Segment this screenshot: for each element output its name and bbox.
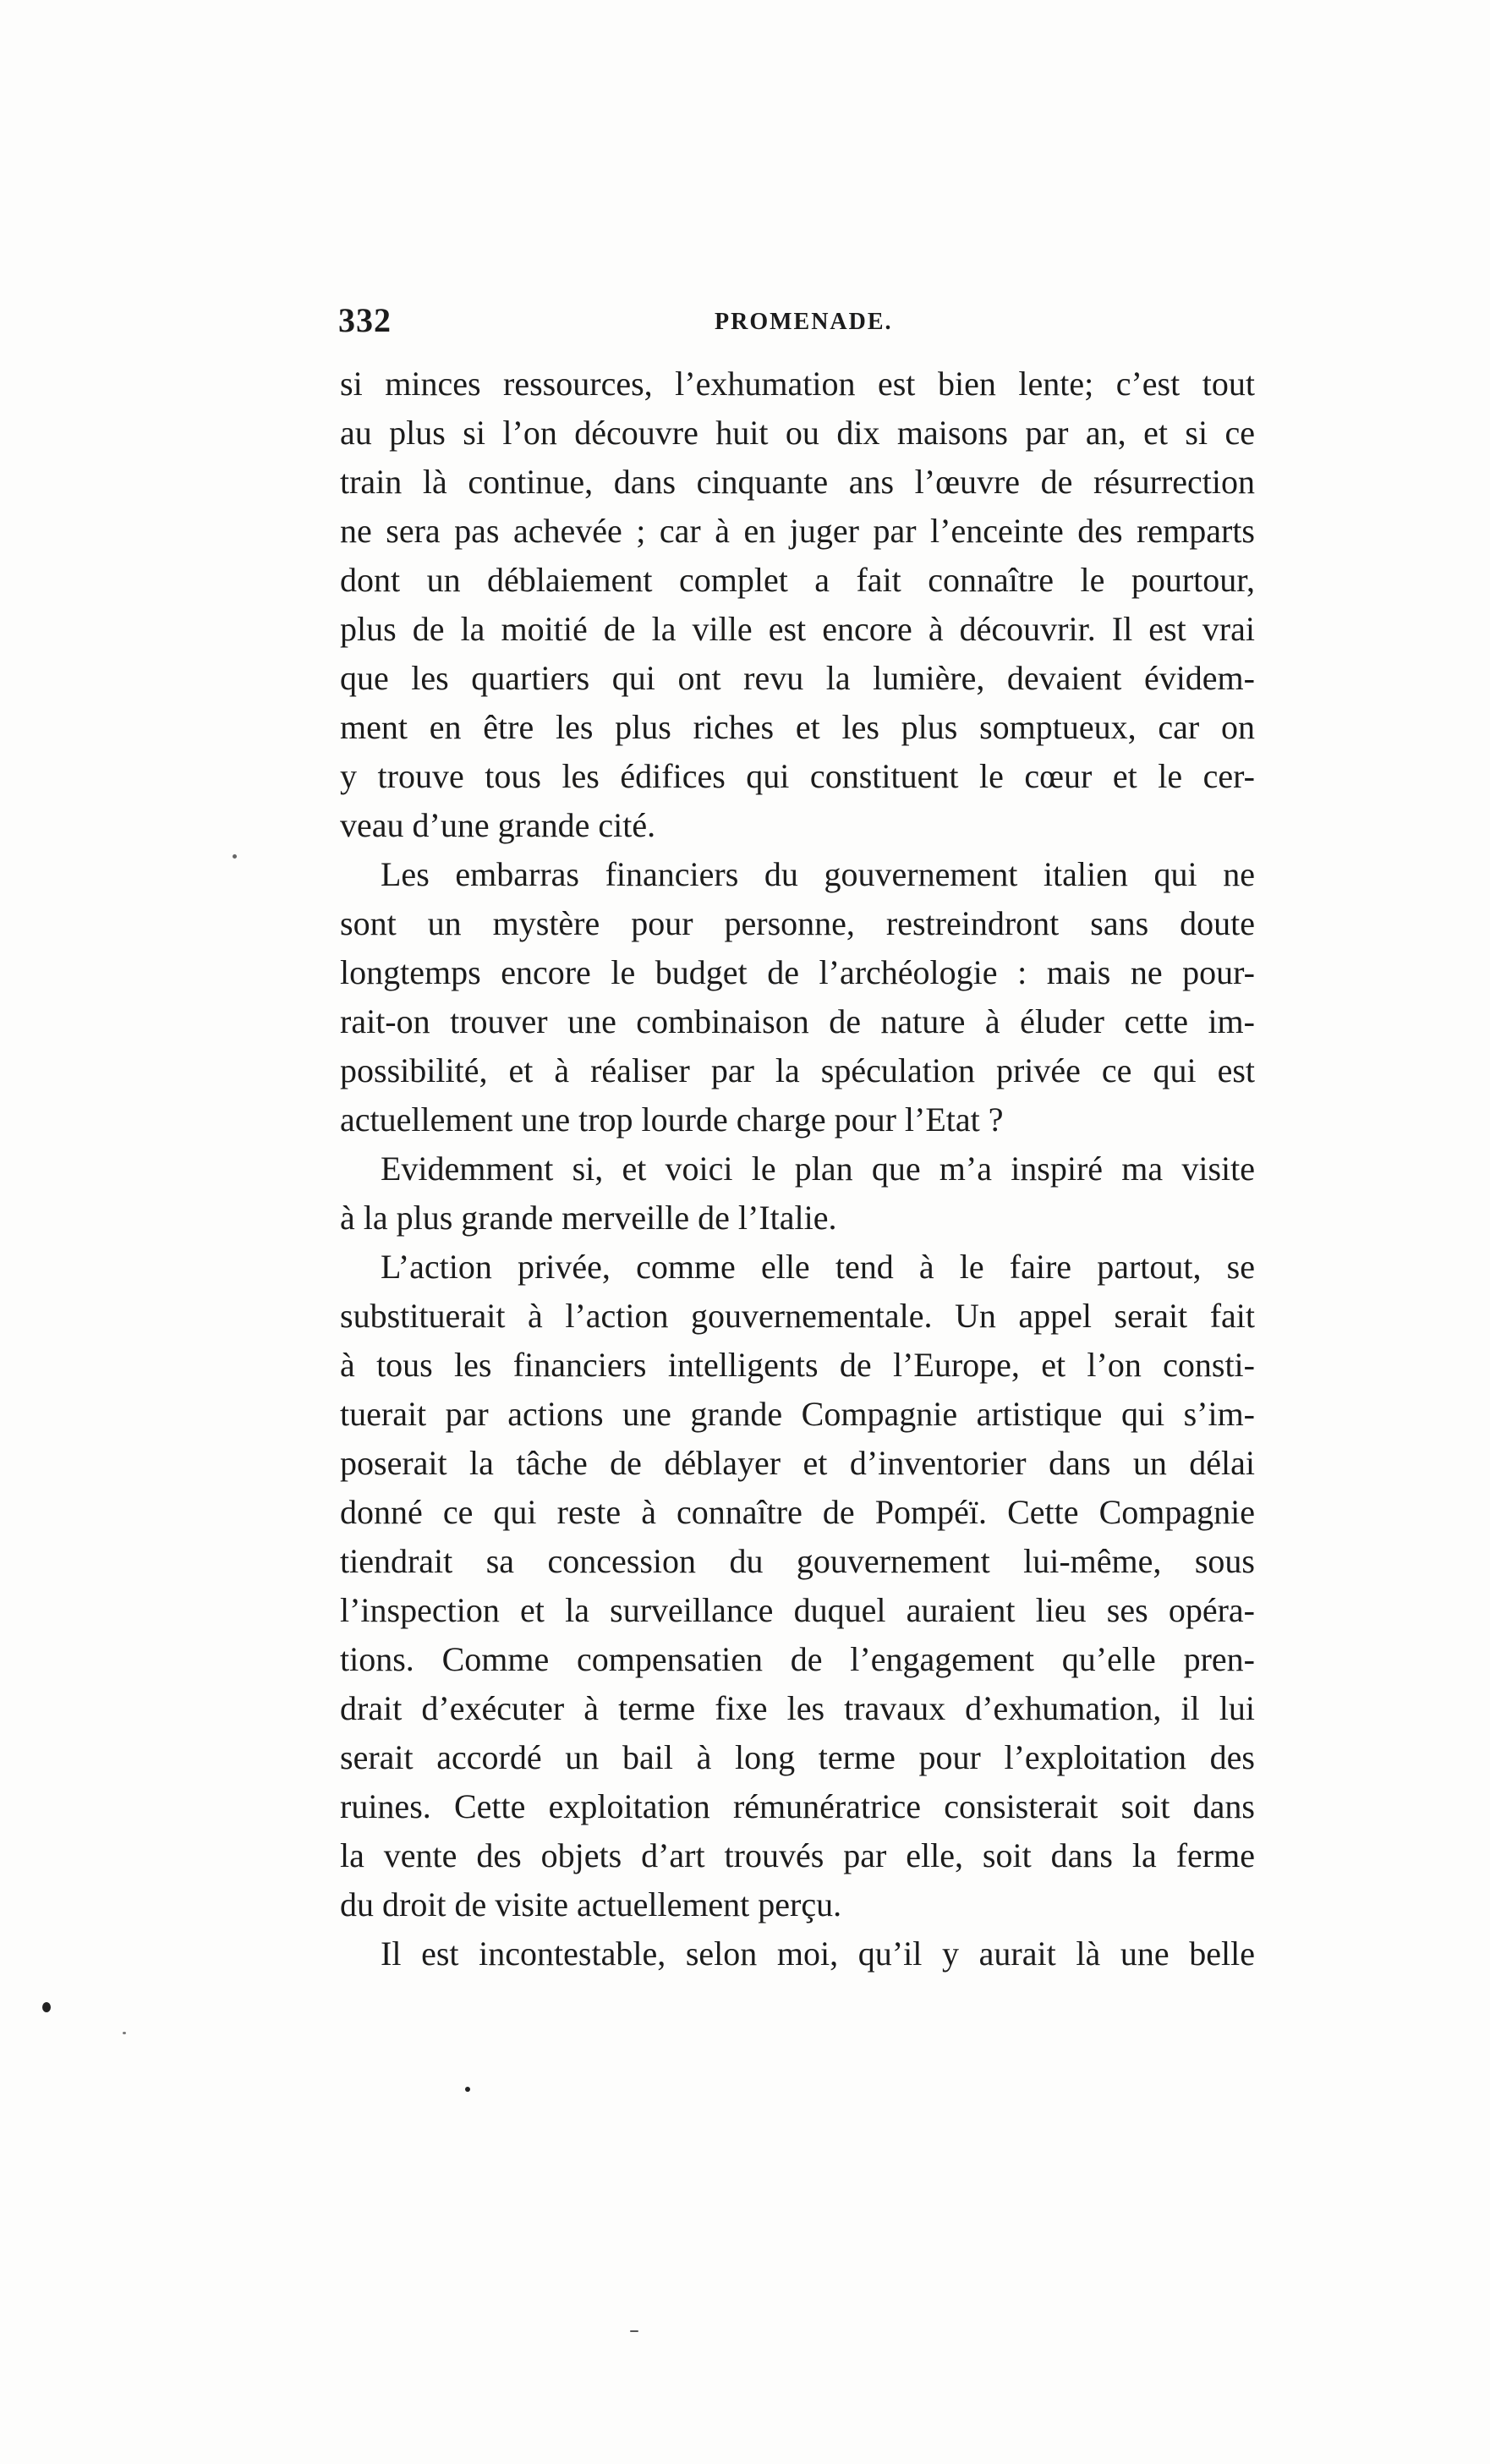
text-line: actuellement une trop lourde charge pour l’Etat ? — [340, 1100, 1004, 1139]
text-line: Evidemment si, et voici le plan que m’a inspiré ma visite — [381, 1150, 1255, 1188]
text-line: longtemps encore le budget de l’archéologie : mais ne pour- — [340, 953, 1255, 991]
paragraph — [340, 1929, 1255, 1978]
page-number: 332 — [338, 301, 392, 339]
text-line: L’action privée, comme elle tend à le faire partout, se — [381, 1248, 1255, 1286]
text-line: Les embarras financiers du gouvernement italien qui ne — [381, 855, 1255, 893]
text-line: Il est incontestable, selon moi, qu’il y aurait là une belle — [381, 1934, 1255, 1973]
text-line: drait d’exécuter à terme fixe les travaux d’exhumation, il lui — [340, 1689, 1255, 1727]
text-line: substituerait à l’action gouvernementale. Un appel serait fait — [340, 1297, 1255, 1335]
paragraph — [340, 1144, 1255, 1243]
body-text — [340, 359, 1255, 1978]
text-line: poserait la tâche de déblayer et d’inventorier dans un délai — [340, 1444, 1255, 1482]
text-line: l’inspection et la surveillance duquel auraient lieu ses opéra- — [340, 1591, 1255, 1629]
text-line: plus de la moitié de la ville est encore à découvrir. Il est vrai — [340, 610, 1255, 648]
text-line: au plus si l’on découvre huit ou dix maisons par an, et si ce — [340, 414, 1255, 452]
running-title: PROMENADE. — [715, 309, 893, 335]
text-line: à la plus grande merveille de l’Italie. — [340, 1199, 837, 1237]
text-line: y trouve tous les édifices qui constituent le cœur et le cer- — [340, 757, 1255, 795]
paragraph — [340, 850, 1255, 1144]
text-line: tions. Comme compensatien de l’engagement qu’elle pren- — [340, 1640, 1255, 1678]
text-line: tiendrait sa concession du gouvernement lui-même, sous — [340, 1542, 1255, 1580]
text-line: sont un mystère pour personne, restreindront sans doute — [340, 904, 1255, 942]
text-line: dont un déblaiement complet a fait connaître le pourtour, — [340, 561, 1255, 599]
scan-speck — [123, 2032, 126, 2034]
paragraph — [340, 359, 1255, 850]
text-line: tuerait par actions une grande Compagnie artistique qui s’im- — [340, 1395, 1255, 1433]
page-header — [338, 300, 1260, 351]
text-line: serait accordé un bail à long terme pour l’exploitation des — [340, 1738, 1255, 1776]
text-line: à tous les financiers intelligents de l’Europe, et l’on consti- — [340, 1346, 1255, 1384]
text-line: possibilité, et à réaliser par la spéculation privée ce qui est — [340, 1051, 1255, 1089]
text-line: si minces ressources, l’exhumation est bien lente; c’est tout — [340, 365, 1255, 403]
text-line: veau d’une grande cité. — [340, 806, 656, 844]
text-line: rait-on trouver une combinaison de nature à éluder cette im- — [340, 1002, 1255, 1040]
text-line: train là continue, dans cinquante ans l’œuvre de résurrection — [340, 463, 1255, 501]
paragraph — [340, 1243, 1255, 1929]
scan-speck — [465, 2087, 470, 2092]
text-line: ment en être les plus riches et les plus somptueux, car on — [340, 708, 1255, 746]
text-line: donné ce qui reste à connaître de Pompéï. Cette Compagnie — [340, 1493, 1255, 1531]
text-line: ne sera pas achevée ; car à en juger par l’enceinte des remparts — [340, 512, 1255, 550]
scan-speck — [233, 854, 237, 859]
text-line: ruines. Cette exploitation rémunératrice consisterait soit dans — [340, 1787, 1255, 1825]
text-line: que les quartiers qui ont revu la lumière, devaient évidem- — [340, 659, 1255, 697]
text-line: du droit de visite actuellement perçu. — [340, 1885, 842, 1923]
text-line: la vente des objets d’art trouvés par elle, soit dans la ferme — [340, 1836, 1255, 1874]
scan-speck — [42, 2002, 51, 2012]
scan-speck — [630, 2330, 638, 2332]
